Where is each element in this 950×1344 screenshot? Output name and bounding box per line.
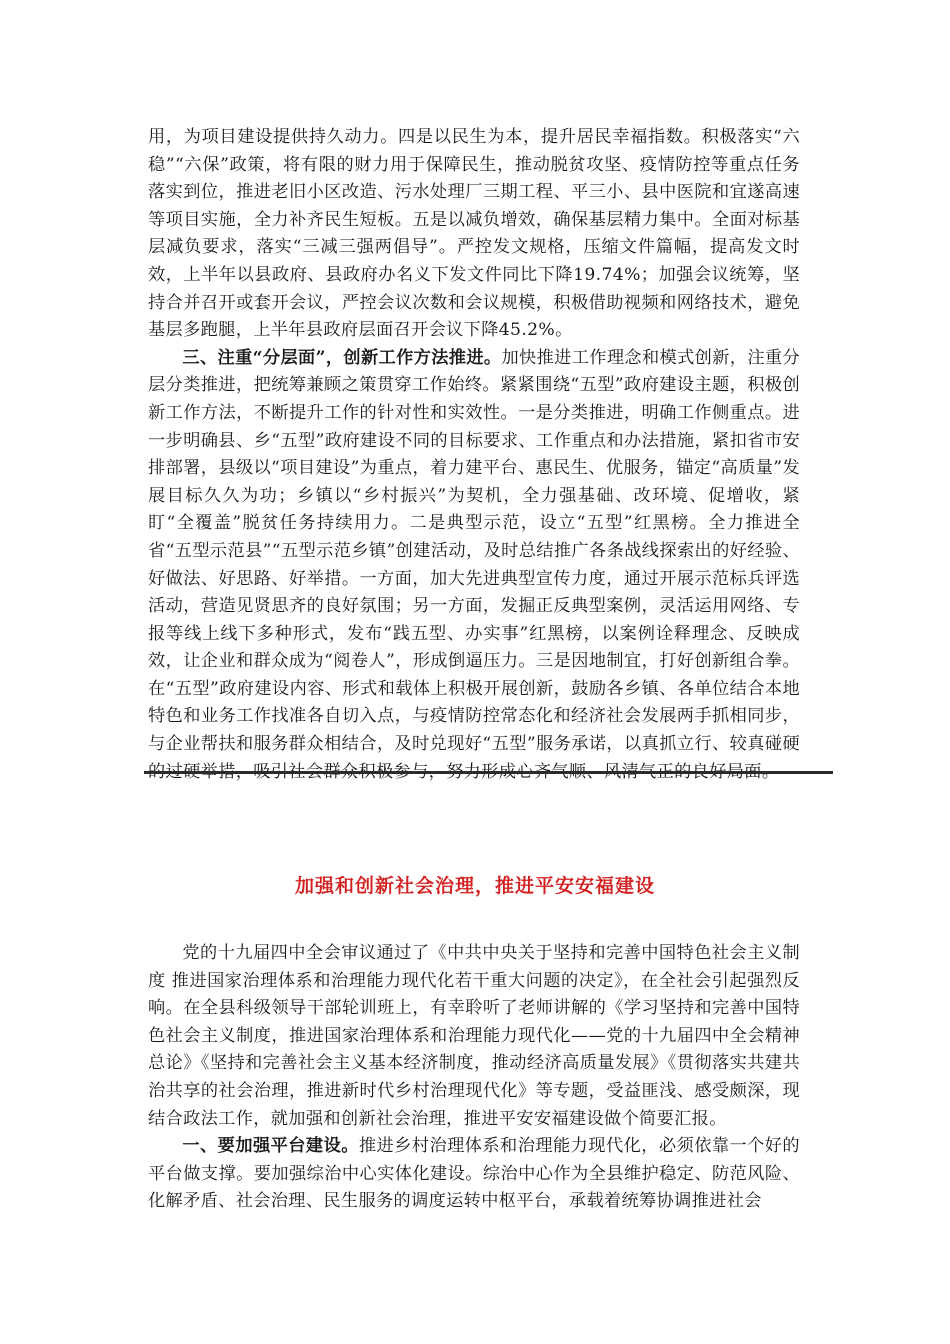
paragraph-point1 <box>148 1133 800 1216</box>
point1-heading: 一、要加强平台建设。 <box>182 1136 359 1157</box>
paragraph-intro: 党的十九届四中全会审议通过了《中共中央关于坚持和完善中国特色社会主义制度 推进国家治理体系和治理能力现代化若干重大问题的决定》，在全社会引起强烈反响。在全县科级领导干部轮训班上，有幸聆听了老师讲解的《学习坚持和完善中国特色社会主义制度，推进国家治理体系和治理能力现代化——党的十九届四中全会精神总论》《坚持和完善社会主义基本经济制度，推动经济高质量发展》《贯彻落实共建共治共享的社会治理，推进新时代乡村治理现代化》等专题，受益匪浅、感受颇深，现结合政法工作，就加强和创新社会治理，推进平安安福建设做个简要汇报。 <box>148 943 800 1129</box>
section2-title: 加强和创新社会治理，推进平安安福建设 <box>294 875 655 897</box>
section-divider <box>144 771 833 774</box>
paragraph-point3 <box>148 345 800 787</box>
section2-body <box>148 940 800 1216</box>
point3-heading: 三、注重“分层面”，创新工作方法推进。 <box>182 347 502 368</box>
paragraph-continuation: 用，为项目建设提供持久动力。四是以民生为本，提升居民幸福指数。积极落实“六稳”“六保”政策，将有限的财力用于保障民生，推动脱贫攻坚、疫情防控等重点任务落实到位，推进老旧小区改造、污水处理厂三期工程、平三小、县中医院和宜遂高速等项目实施，全力补齐民生短板。五是以减负增效，确保基层精力集中。全面对标基层减负要求，落实“三减三强两倡导”。严控发文规格，压缩文件篇幅，提高发文时效，上半年以县政府、县政府办名义下发文件同比下降19.74%；加强会议统筹，坚持合并召开或套开会议，严控会议次数和会议规模，积极借助视频和网络技术，避免基层多跑腿，上半年县政府层面召开会议下降45.2%。 <box>148 127 800 341</box>
section1-body <box>148 124 800 786</box>
point3-body: 加快推进工作理念和模式创新，注重分层分类推进，把统筹兼顾之策贯穿工作始终。紧紧围绕“五型”政府建设主题，积极创新工作方法，不断提升工作的针对性和实效性。一是分类推进，明确工作侧重点。进一步明确县、乡“五型”政府建设不同的目标要求、工作重点和办法措施，紧扣省市安排部署，县级以“项目建设”为重点，着力建平台、惠民生、优服务，锚定“高质量”发展目标久久为功；乡镇以“乡村振兴”为契机，全力强基础、改环境、促增收，紧盯“全覆盖”脱贫任务持续用力。二是典型示范，设立“五型”红黑榜。全力推进全省“五型示范县”“五型示范乡镇”创建活动，及时总结推广各条战线探索出的好经验、好做法、好思路、好举措。一方面，加大先进典型宣传力度，通过开展示范标兵评选活动，营造见贤思齐的良好氛围；另一方面，发掘正反典型案例，灵活运用网络、专报等线上线下多种形式，发布“践五型、办实事”红黑榜，以案例诠释理念、反映成效，让企业和群众成为“阅卷人”，形成倒逼压力。三是因地制宜，打好创新组合拳。在“五型”政府建设内容、形式和载体上积极开展创新，鼓励各乡镇、各单位结合本地特色和业务工作找准各自切入点，与疫情防控常态化和经济社会发展两手抓相同步，与企业帮扶和服务群众相结合，及时兑现好“五型”服务承诺，以真抓立行、较真碰硬的过硬举措，吸引社会群众积极参与，努力形成心齐气顺、风清气正的良好局面。 <box>148 347 800 782</box>
point1-body: 推进乡村治理体系和治理能力现代化，必须依靠一个好的平台做支撑。要加强综治中心实体化建设。综治中心作为全县维护稳定、防范风险、化解矛盾、社会治理、民生服务的调度运转中枢平台，承载着统筹协调推进社会 <box>148 1136 800 1212</box>
